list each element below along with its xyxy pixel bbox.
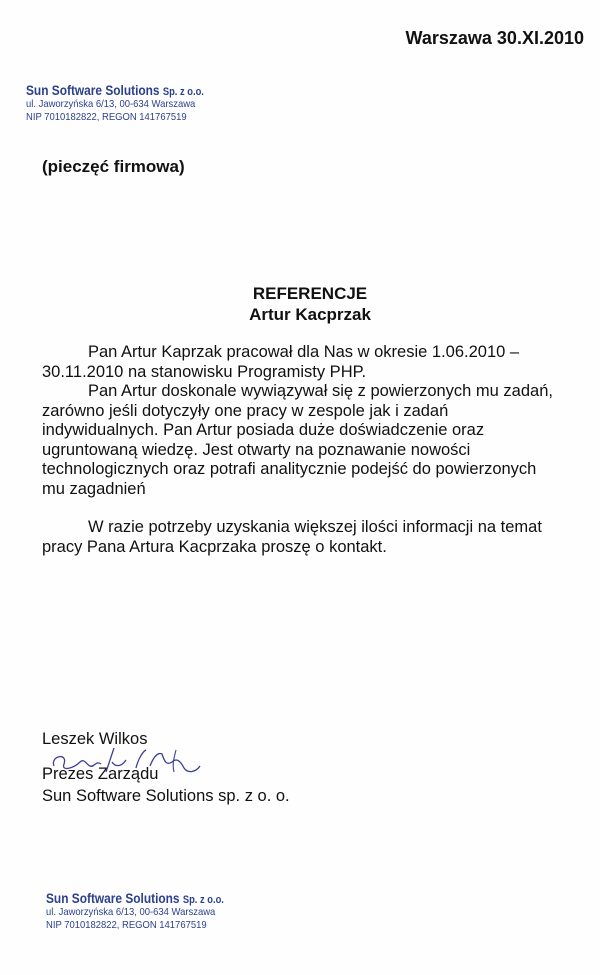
title-block [0,283,600,325]
stamp-ids: NIP 7010182822, REGON 141767519 [26,111,187,123]
stamp-company-name [26,82,204,98]
company-stamp-bottom [46,890,255,932]
stamp-address: ul. Jaworzyńska 6/13, 00-634 Warszawa [26,98,196,110]
stamp-address: ul. Jaworzyńska 6/13, 00-634 Warszawa [46,906,216,918]
signatory-role: Prezes Zarządu [42,765,159,783]
document-title: REFERENCJE [252,284,368,303]
stamp-company: Sun Software Solutions [26,82,160,98]
letter-date: Warszawa 30.XI.2010 [405,28,584,48]
signatory-name: Leszek Wilkos [42,730,148,748]
handwritten-signature [46,742,216,787]
letter-body [42,343,562,557]
stamp-company-suffix: Sp. z o.o. [182,894,224,906]
body-paragraph-3: W razie potrzeby uzyskania większej ilości informacji na temat pracy Pana Artura Kacprzaka proszę o kontakt. [42,518,542,556]
company-stamp-top [26,82,235,124]
body-paragraph-2: Pan Artur doskonale wywiązywał się z powierzonych mu zadań, zarówno jeśli dotyczyły one pracy w zespole jak i zadań indywidualnych. Pan Artur posiada duże doświadczenie oraz ugruntowaną wiedzę. Jest otwarty na poznawanie nowości technologicznych oraz potrafi analitycznie podejść do powierzonych mu zagadnień [42,382,553,498]
stamp-ids: NIP 7010182822, REGON 141767519 [46,919,207,931]
document-subject: Artur Kacprzak [249,305,371,324]
stamp-company: Sun Software Solutions [46,890,180,906]
stamp-company-name [46,890,224,906]
stamp-company-suffix: Sp. z o.o. [162,86,204,98]
seal-placeholder: (pieczęć firmowa) [42,157,185,176]
signatory-company: Sun Software Solutions sp. z o. o. [42,787,290,805]
body-paragraph-1: Pan Artur Kaprzak pracował dla Nas w okresie 1.06.2010 – 30.11.2010 na stanowisku Programisty PHP. [42,343,520,381]
